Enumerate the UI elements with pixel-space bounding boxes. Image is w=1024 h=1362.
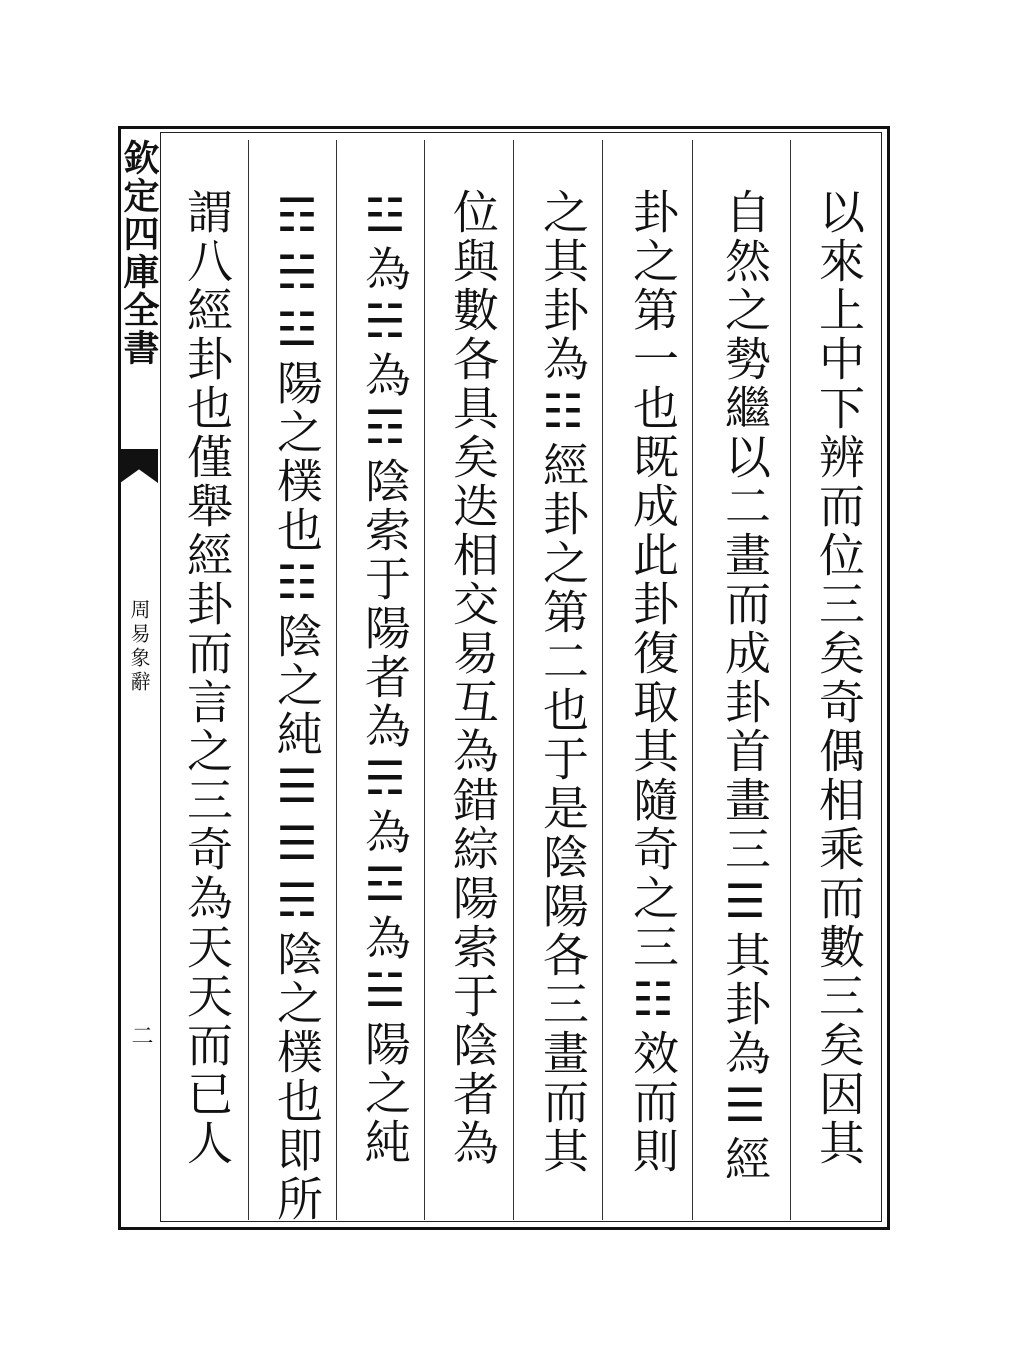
column-text: ☶☵☳陽之樸也☷陰之純☰☰☴陰之樸也即所 <box>270 188 324 1224</box>
column-text: 位與數各具矣迭相交易互為錯綜陽索于陰者為 <box>446 188 500 1168</box>
column-text: 卦之第一也既成此卦復取其隨奇之三☷效而則 <box>626 188 680 1176</box>
text-column-4 <box>520 140 606 1220</box>
column-text: 謂八經卦也僅舉經卦而言之三奇為天天而已人 <box>180 188 234 1168</box>
page-margin-column <box>118 129 160 1227</box>
page-number: 二 <box>128 1024 153 1046</box>
column-text: ☳為☵為☶陰索于陽者為☴為☲為☱陽之純 <box>358 188 412 1167</box>
text-column-3 <box>610 140 696 1220</box>
column-text: 之其卦為☷經卦之第二也于是陰陽各三畫而其 <box>536 188 590 1176</box>
text-column-6 <box>342 140 428 1220</box>
text-column-7 <box>254 140 340 1224</box>
collection-title: 欽定四庫全書 <box>118 139 160 367</box>
book-title: 周易象辭 <box>127 599 151 695</box>
text-column-2 <box>702 140 788 1220</box>
column-text: 以來上中下辨而位三矣奇偶相乘而數三矣因其 <box>812 188 866 1168</box>
text-column-5 <box>430 140 516 1220</box>
column-rule <box>790 140 791 1220</box>
fish-tail-mark <box>120 449 158 483</box>
text-column-8 <box>164 140 250 1220</box>
text-column-1 <box>796 140 882 1220</box>
column-text: 自然之勢繼以二畫而成卦首畫三☰其卦為☰經 <box>718 188 772 1184</box>
